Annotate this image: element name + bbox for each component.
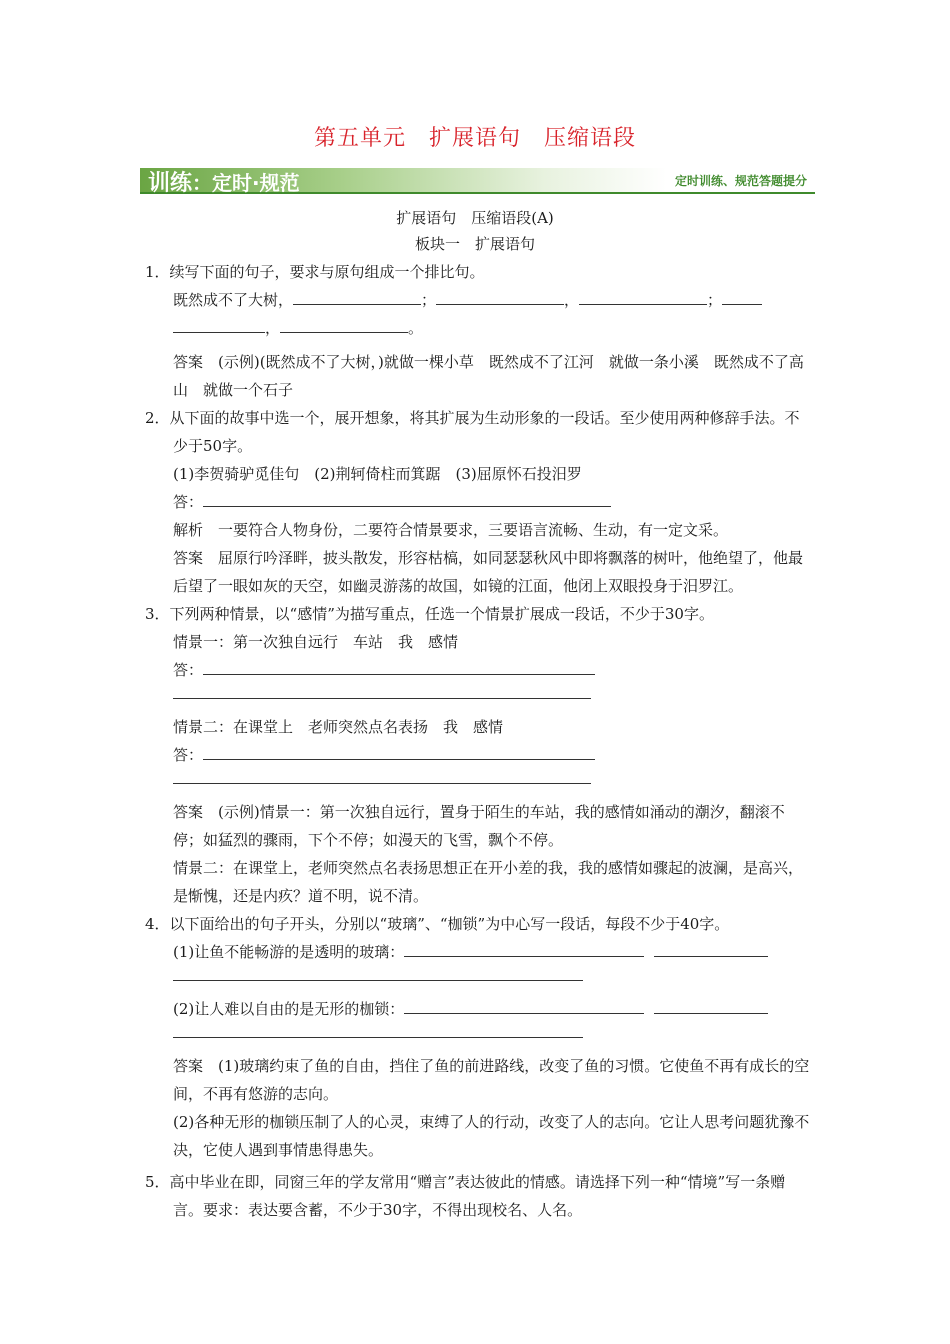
q3-answer-blank-1[interactable]	[203, 656, 595, 675]
question-3-answer-2: 情景二：在课堂上，老师突然点名表扬思想正在开小差的我，我的感情如骤起的波澜，是高兴，是惭愧，还是内疚？道不明，说不清。	[173, 859, 804, 905]
question-1-stem	[145, 286, 810, 314]
question-2-answer-line	[145, 488, 810, 516]
q3-answer-label-1: 答：	[173, 661, 204, 679]
question-4-item-2	[145, 995, 810, 1023]
banner-left-rest: ：定时·规范	[192, 171, 300, 195]
q2-answer-blank[interactable]	[203, 488, 611, 507]
q1-blank-1[interactable]	[293, 286, 421, 305]
question-5: 5．高中毕业在即，同窗三年的学友常用“赠言”表达彼此的情感。请选择下列一种“情境”写一条赠言。要求：表达要含蓄，不少于30字，不得出现校名、人名。	[145, 1173, 786, 1219]
question-4-item-1	[145, 938, 810, 966]
q4-item-2-blank-b[interactable]	[654, 995, 768, 1014]
question-4: 4．以下面给出的句子开头，分别以“玻璃”、“枷锁”为中心写一段话，每段不少于40字。	[145, 915, 730, 933]
q3-answer-label-2: 答：	[173, 746, 204, 764]
q1-sep-2: ，	[564, 291, 580, 309]
page-title: 第五单元 扩展语句 压缩语段	[313, 126, 636, 151]
question-4-answer-1: 答案 (1)玻璃约束了鱼的自由，挡住了鱼的前进路线，改变了鱼的习惯。它使鱼不再有成长的空间，不再有悠游的志向。	[173, 1057, 810, 1103]
question-2-analysis: 解析 一要符合人物身份，二要符合情景要求，三要语言流畅、生动，有一定文采。	[173, 521, 729, 539]
q1-sep-4: ，	[265, 319, 281, 337]
q4-item-1-blank-a[interactable]	[404, 938, 644, 957]
q1-sep-1: ；	[421, 291, 437, 309]
q1-blank-3[interactable]	[579, 286, 707, 305]
question-1-stem-cont	[145, 314, 810, 342]
question-1: 1．续写下面的句子，要求与原句组成一个排比句。	[145, 263, 485, 281]
q1-blank-2[interactable]	[436, 286, 564, 305]
banner-left-text	[148, 166, 300, 197]
question-2: 2．从下面的故事中选一个，展开想象，将其扩展为生动形象的一段话。至少使用两种修辞手法。不少于50字。	[145, 409, 800, 455]
banner-left-big: 训练	[148, 171, 193, 196]
question-1-answer: 答案 (示例)(既然成不了大树，)就做一棵小草 既然成不了江河 就做一条小溪 既然成不了高山 就做一个石子	[173, 353, 804, 399]
question-3-answer-line-2	[145, 741, 810, 769]
question-2-options: (1)李贺骑驴觅佳句 (2)荆轲倚柱而箕踞 (3)屈原怀石投汨罗	[173, 465, 582, 483]
question-4-answer-2: (2)各种无形的枷锁压制了人的心灵，束缚了人的行动，改变了人的志向。它让人思考问题犹豫不决，它使人遇到事情患得患失。	[173, 1113, 810, 1159]
section-heading: 板块一 扩展语句	[414, 235, 535, 253]
banner-right-text: 定时训练、规范答题提分	[674, 174, 807, 188]
question-3-answer-line-1	[145, 656, 810, 684]
q3-answer-blank-2b[interactable]	[173, 769, 591, 784]
question-2-answer: 答案 屈原行吟泽畔，披头散发，形容枯槁，如同瑟瑟秋风中即将飘落的树叶，他绝望了，他最后望了一眼如灰的天空，如幽灵游荡的故国，如镜的江面，他闭上双眼投身于汨罗江。	[173, 549, 804, 595]
question-3-answer-1: 答案 (示例)情景一：第一次独自远行，置身于陌生的车站，我的感情如涌动的潮汐，翻滚不停；如猛烈的骤雨，下个不停；如漫天的飞雪，飘个不停。	[173, 803, 785, 849]
q4-item-2-text: (2)让人难以自由的是无形的枷锁：	[173, 1000, 405, 1018]
q3-answer-blank-2[interactable]	[203, 741, 595, 760]
q1-end: 。	[408, 319, 424, 337]
q4-item-1-text: (1)让鱼不能畅游的是透明的玻璃：	[173, 943, 405, 961]
q4-item-1-blank-b[interactable]	[654, 938, 768, 957]
q4-item-2-blank-c[interactable]	[173, 1023, 583, 1038]
q1-blank-4b[interactable]	[173, 314, 265, 333]
subtitle: 扩展语句 压缩语段(A)	[396, 209, 554, 227]
q1-sep-3: ；	[707, 291, 723, 309]
q1-stem-start: 既然成不了大树，	[173, 291, 294, 309]
q1-blank-5[interactable]	[280, 314, 408, 333]
section-banner	[140, 166, 815, 194]
q3-answer-blank-1b[interactable]	[173, 684, 591, 699]
exercise-content	[145, 258, 810, 1224]
q4-item-1-blank-c[interactable]	[173, 966, 583, 981]
question-3-scene-1: 情景一：第一次独自远行 车站 我 感情	[173, 633, 459, 651]
question-3: 3．下列两种情景，以“感情”为描写重点，任选一个情景扩展成一段话，不少于30字。	[145, 605, 714, 623]
q4-item-2-blank-a[interactable]	[404, 995, 644, 1014]
q1-blank-4a[interactable]	[722, 286, 762, 305]
question-3-scene-2: 情景二：在课堂上 老师突然点名表扬 我 感情	[173, 718, 504, 736]
q2-answer-label: 答：	[173, 493, 204, 511]
